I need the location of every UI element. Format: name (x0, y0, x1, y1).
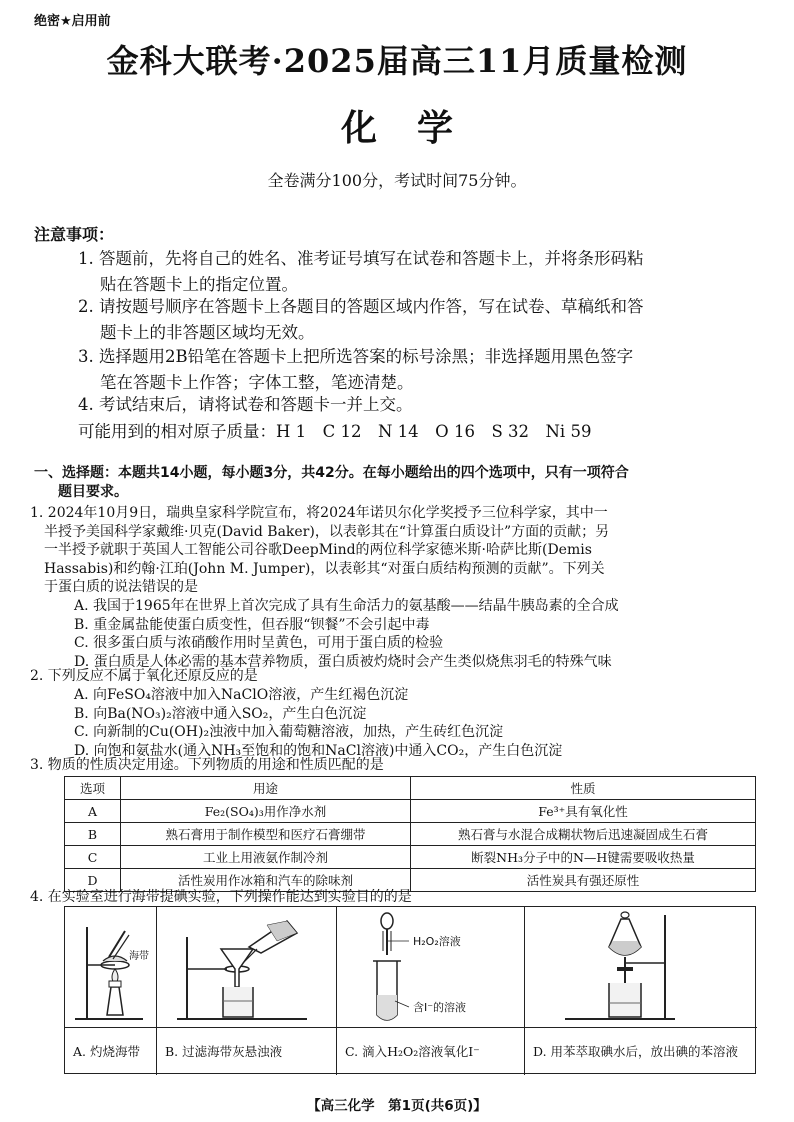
table-cell: Fe³⁺具有氧化性 (411, 800, 756, 823)
section-heading-line: 一、选择题：本题共14小题，每小题3分，共42分。在每小题给出的四个选项中，只有一项符合 (34, 465, 629, 481)
section-heading-line: 题目要求。 (58, 484, 128, 500)
table-cell: 熟石膏用于制作模型和医疗石膏绷带 (121, 823, 411, 846)
caption-d: D. 用苯萃取碘水后，放出碘的苯溶液 (525, 1027, 757, 1075)
question-4-stem: 4. 在实验室进行海带提碘实验，下列操作能达到实验目的的是 (30, 889, 412, 905)
figure-c-top-label: H₂O₂溶液 (413, 935, 461, 948)
table-cell: 熟石膏与水混合成糊状物后迅速凝固成生石膏 (411, 823, 756, 846)
notes-heading: 注意事项： (34, 225, 115, 244)
table-row (65, 800, 756, 823)
option-d: D. 向饱和氨盐水(通入NH₃至饱和的饱和NaCl溶液)中通入CO₂，产生白色沉淀 (74, 742, 563, 759)
page-footer: 【高三化学 第1页(共6页)】 (307, 1098, 487, 1114)
burning-apparatus-figure (65, 907, 157, 1027)
note-line: 题卡上的非答题区域均无效。 (100, 323, 315, 342)
header-option: 选项 (65, 777, 121, 800)
table-cell: A (65, 800, 121, 823)
question-1-options (74, 597, 774, 671)
filtration-apparatus-figure (157, 907, 337, 1027)
note-line: 1. 答题前，先将自己的姓名、准考证号填写在试卷和答题卡上，并将条形码粘 (78, 249, 644, 268)
table-cell: C (65, 846, 121, 869)
figure-c-cell (337, 907, 525, 1027)
separatory-funnel-figure (525, 907, 755, 1027)
figure-b-cell (157, 907, 337, 1027)
table-cell: 断裂NH₃分子中的N—H键需要吸收热量 (411, 846, 756, 869)
note-line: 2. 请按题号顺序在答题卡上各题目的答题区域内作答，写在试卷、草稿纸和答 (78, 297, 644, 316)
note-line: 4. 考试结束后，请将试卷和答题卡一并上交。 (78, 395, 413, 414)
table-cell: B (65, 823, 121, 846)
caption-b: B. 过滤海带灰悬浊液 (157, 1027, 337, 1075)
option-a: A. 我国于1965年在世界上首次完成了具有生命活力的氨基酸——结晶牛胰岛素的全合成 (74, 598, 619, 614)
option-b: B. 重金属盐能使蛋白质变性，但吞服“钡餐”不会引起中毒 (74, 616, 430, 633)
note-item (78, 294, 768, 346)
table-cell: 活性炭用作冰箱和汽车的除味剂 (121, 869, 411, 892)
score-time-info: 全卷满分100分，考试时间75分钟。 (267, 171, 527, 190)
apparatus-figure-table (64, 906, 756, 1074)
stem-line: 半授予美国科学家戴维·贝克(David Baker)，以表彰其在“计算蛋白质设计”方面的贡献；另 (44, 523, 610, 540)
figure-a-cell (65, 907, 157, 1027)
table-row (65, 846, 756, 869)
option-a: A. 向FeSO₄溶液中加入NaClO溶液，产生红褐色沉淀 (74, 687, 409, 703)
question-3-stem: 3. 物质的性质决定用途。下列物质的用途和性质匹配的是 (30, 757, 384, 773)
table-cell: Fe₂(SO₄)₃用作净水剂 (121, 800, 411, 823)
caption-c: C. 滴入H₂O₂溶液氧化I⁻ (337, 1027, 525, 1075)
header-property: 性质 (411, 777, 756, 800)
question-2-stem: 2. 下列反应不属于氧化还原反应的是 (30, 668, 258, 684)
note-item (78, 344, 768, 396)
question-2-options (74, 686, 774, 760)
table-cell: 工业上用液氨作制冷剂 (121, 846, 411, 869)
figure-a-label: 海带 (129, 951, 149, 962)
figure-d-cell (525, 907, 757, 1027)
subject-title: 化学 (340, 107, 493, 149)
note-line: 笔在答题卡上作答；字体工整，笔迹清楚。 (100, 373, 414, 392)
table-cell: 活性炭具有强还原性 (411, 869, 756, 892)
option-b: B. 向Ba(NO₃)₂溶液中通入SO₂，产生白色沉淀 (74, 705, 367, 722)
stem-line: 一半授予就职于英国人工智能公司谷歌DeepMind的两位科学家德米斯·哈萨比斯(Demis (44, 542, 592, 558)
figure-c-bottom-label: 含I⁻的溶液 (413, 1001, 467, 1014)
option-c: C. 很多蛋白质与浓硝酸作用时呈黄色，可用于蛋白质的检验 (74, 635, 444, 651)
table-header-row (65, 777, 756, 800)
stem-line: 1. 2024年10月9日，瑞典皇家科学院宣布，将2024年诺贝尔化学奖授予三位科学家，其中一 (30, 505, 608, 521)
atomic-masses: 可能用到的相对原子质量：H 1 C 12 N 14 O 16 S 32 Ni 59 (78, 422, 592, 441)
note-item (78, 246, 768, 298)
question-1-stem (30, 504, 770, 597)
table-cell: D (65, 869, 121, 892)
option-d: D. 蛋白质是人体必需的基本营养物质，蛋白质被灼烧时会产生类似烧焦羽毛的特殊气味 (74, 653, 612, 670)
properties-table (64, 776, 756, 892)
header-use: 用途 (121, 777, 411, 800)
section-heading (34, 464, 764, 502)
note-line: 贴在答题卡上的指定位置。 (100, 275, 298, 294)
option-c: C. 向新制的Cu(OH)₂浊液中加入葡萄糖溶液，加热，产生砖红色沉淀 (74, 724, 504, 740)
note-item (78, 392, 768, 418)
confidential-mark: 绝密★启用前 (34, 14, 111, 29)
stem-line: 于蛋白质的说法错误的是 (44, 579, 198, 595)
caption-a: A. 灼烧海带 (65, 1027, 157, 1075)
note-line: 3. 选择题用2B铅笔在答题卡上把所选答案的标号涂黑；非选择题用黑色签字 (78, 347, 634, 366)
exam-title: 金科大联考·2025届高三11月质量检测 (106, 42, 688, 80)
table-row (65, 823, 756, 846)
stem-line: Hassabis)和约翰·江珀(John M. Jumper)，以表彰其“对蛋白质结构预测的贡献”。下列关 (44, 560, 605, 577)
